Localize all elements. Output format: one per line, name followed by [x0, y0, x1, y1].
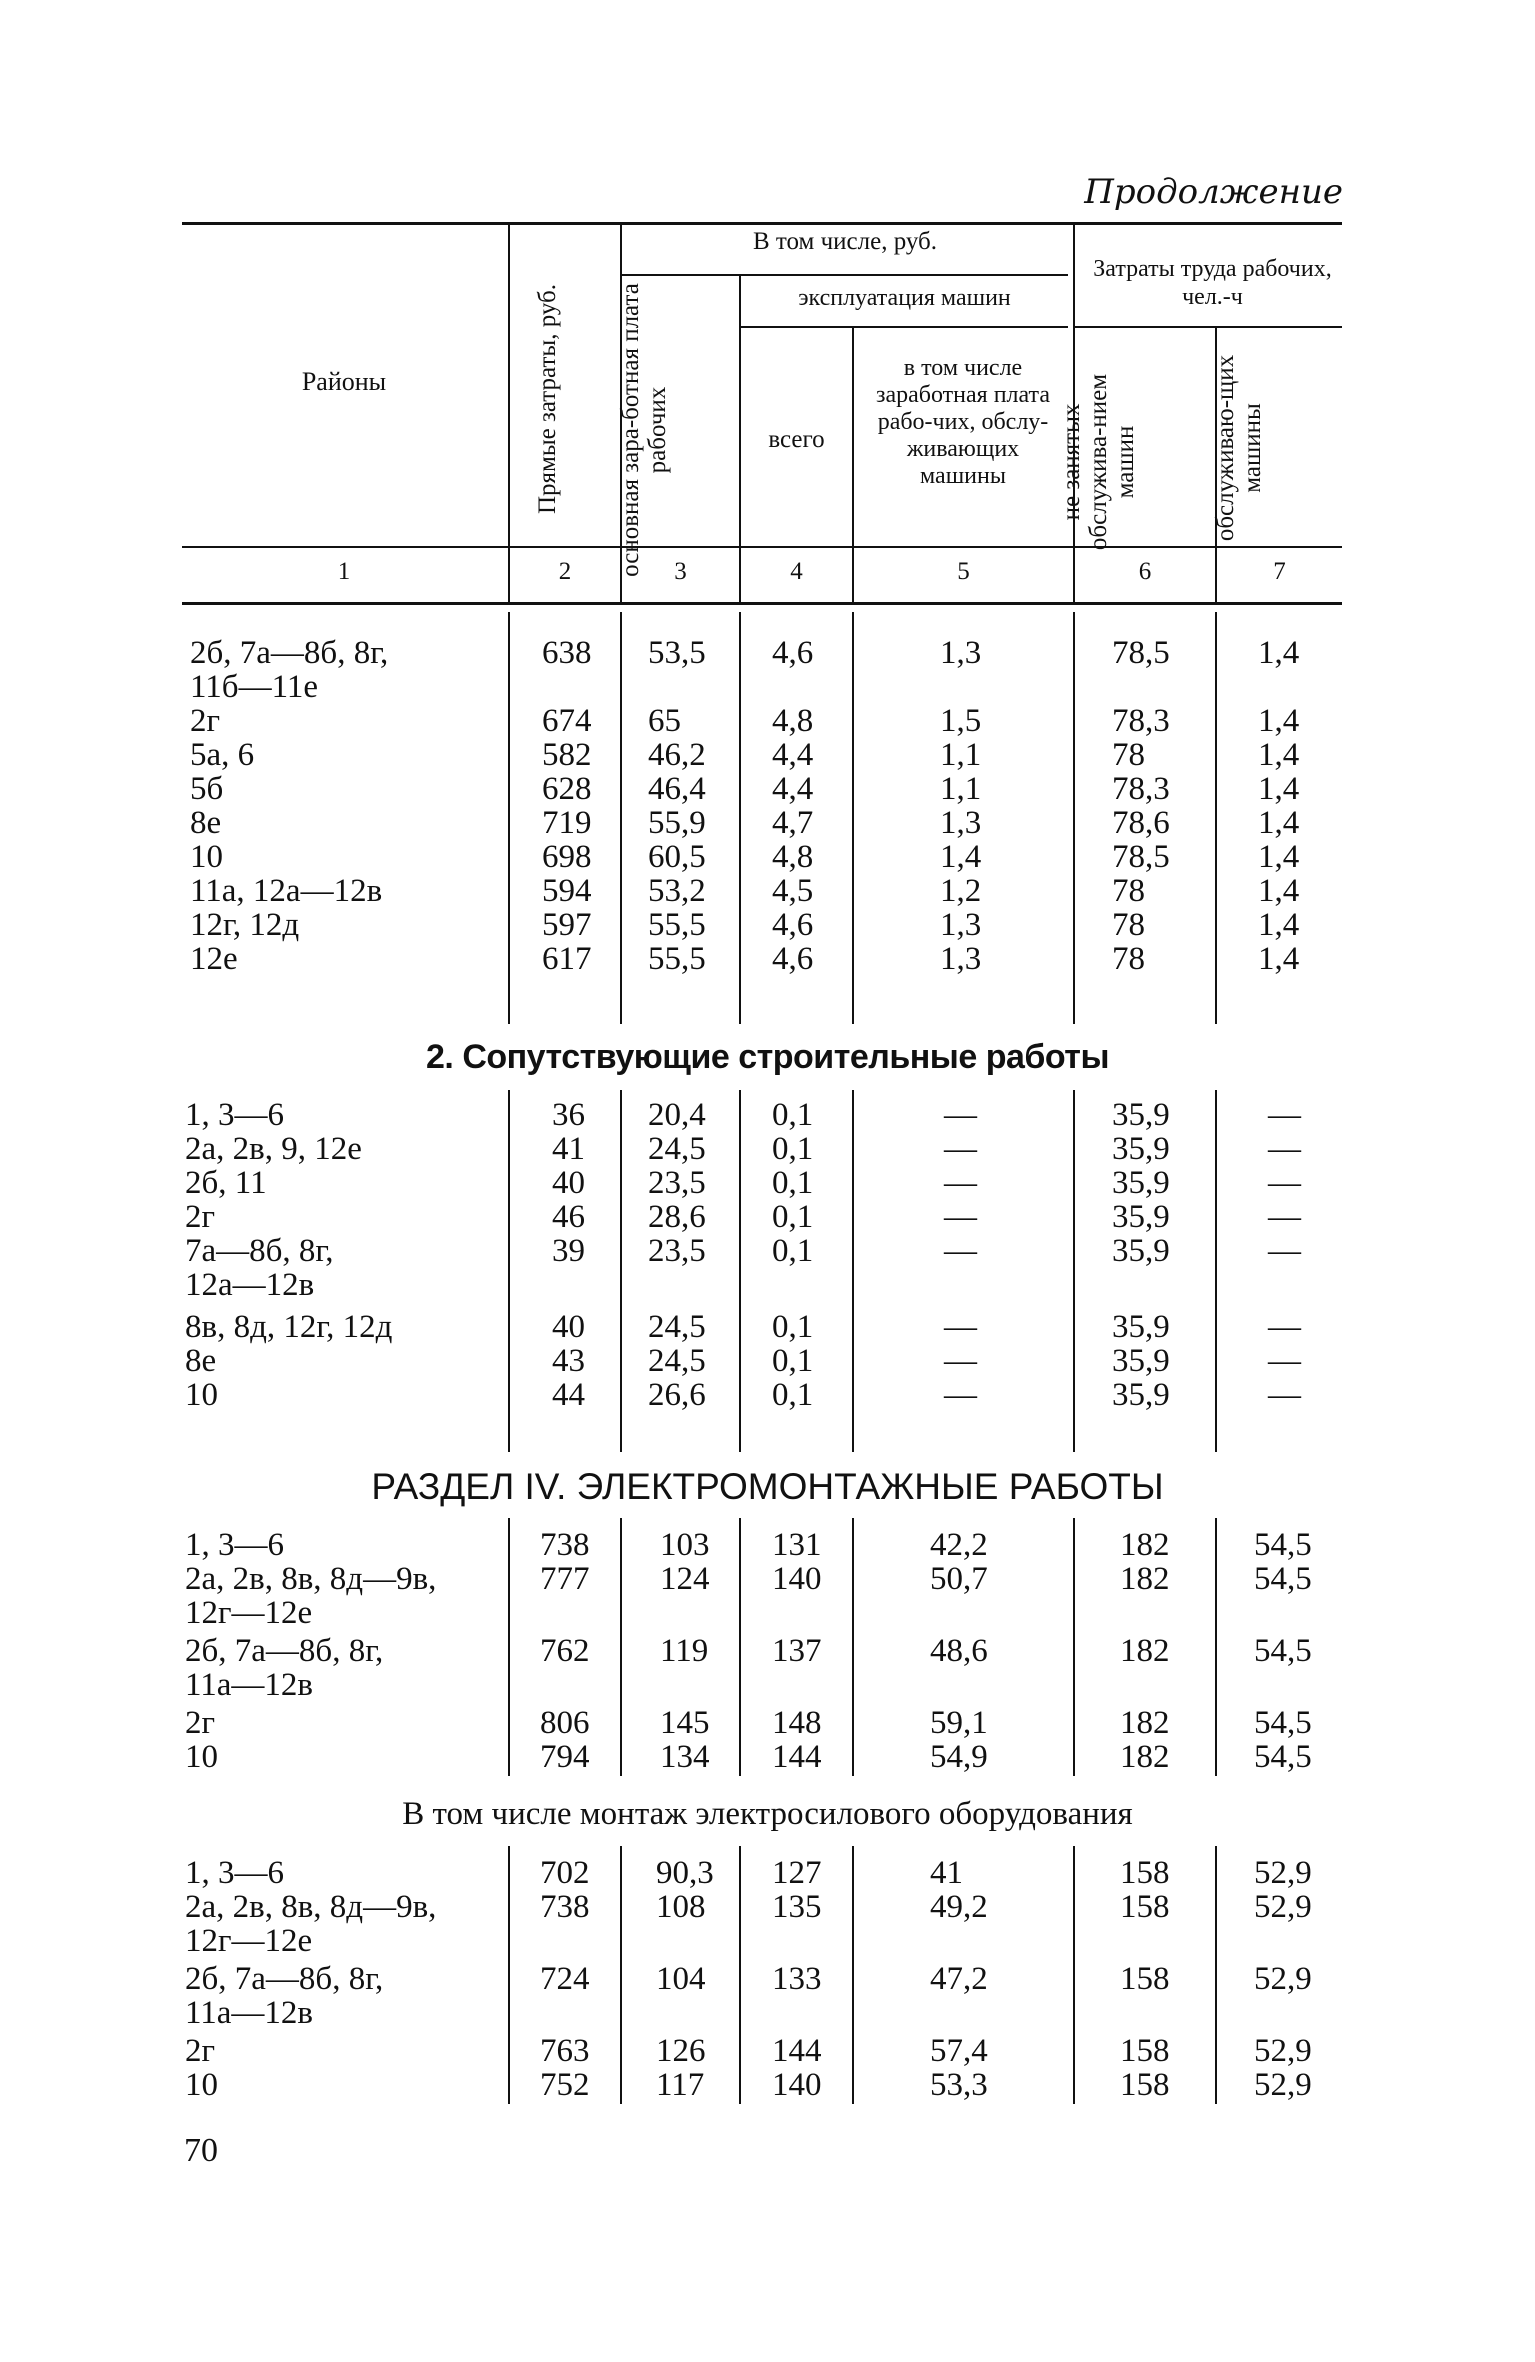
value-cell: 42,2	[930, 1527, 988, 1563]
value-cell: 134	[660, 1739, 710, 1775]
value-cell: 41	[552, 1131, 585, 1167]
value-cell: 698	[542, 839, 592, 875]
value-cell: 4,4	[772, 737, 814, 773]
value-cell: —	[944, 1097, 977, 1133]
header-rule-labor	[1075, 326, 1342, 328]
region-cell: 2б, 7а—8б, 8г,	[190, 635, 389, 671]
region-cell: 2а, 2в, 9, 12е	[185, 1131, 362, 1167]
value-cell: 1,4	[1258, 805, 1300, 841]
value-cell: 108	[656, 1889, 706, 1925]
value-cell: 182	[1120, 1633, 1170, 1669]
value-cell: 137	[772, 1633, 822, 1669]
value-cell: 0,1	[772, 1377, 814, 1413]
region-cell: 8в, 8д, 12г, 12д	[185, 1309, 393, 1345]
value-cell: 126	[656, 2033, 706, 2069]
value-cell: 54,5	[1254, 1739, 1312, 1775]
value-cell: 35,9	[1112, 1233, 1170, 1269]
value-cell: —	[1268, 1165, 1301, 1201]
value-cell: 36	[552, 1097, 585, 1133]
value-cell: 182	[1120, 1705, 1170, 1741]
region-cell-cont: 11а—12в	[185, 1995, 314, 2031]
value-cell: 78,5	[1112, 839, 1170, 875]
value-cell: 54,5	[1254, 1633, 1312, 1669]
subsection-title: В том числе монтаж электросилового оборудования	[402, 1796, 1133, 1832]
value-cell: 78,3	[1112, 703, 1170, 739]
value-cell: 117	[656, 2067, 705, 2103]
region-cell: 2б, 7а—8б, 8г,	[185, 1633, 384, 1669]
col-machine-ops-header: эксплуатация машин	[798, 285, 1011, 311]
value-cell: —	[1268, 1233, 1301, 1269]
value-cell: —	[1268, 1131, 1301, 1167]
value-cell: 55,9	[648, 805, 706, 841]
value-cell: 35,9	[1112, 1165, 1170, 1201]
value-cell: —	[944, 1343, 977, 1379]
region-cell: 7а—8б, 8г,	[185, 1233, 334, 1269]
value-cell: 617	[542, 941, 592, 977]
value-cell: 4,8	[772, 703, 814, 739]
value-cell: 26,6	[648, 1377, 706, 1413]
value-cell: 1,4	[1258, 635, 1300, 671]
col-num-2: 2	[558, 558, 572, 585]
col-not-machine-header: не занятых обслужива-нием машин	[1058, 373, 1139, 551]
region-cell-cont: 11а—12в	[185, 1667, 314, 1703]
header-rule-incl	[622, 274, 1068, 276]
region-cell: 2г	[190, 703, 221, 739]
value-cell: 124	[660, 1561, 710, 1597]
value-cell: 1,2	[940, 873, 982, 909]
value-cell: 53,2	[648, 873, 706, 909]
col-direct-costs-header: Прямые затраты, руб.	[534, 283, 561, 515]
value-cell: 158	[1120, 1855, 1170, 1891]
value-cell: 41	[930, 1855, 963, 1891]
header-rule-machines	[740, 326, 1068, 328]
value-cell: 52,9	[1254, 2067, 1312, 2103]
value-cell: 1,4	[1258, 703, 1300, 739]
value-cell: 47,2	[930, 1961, 988, 1997]
value-cell: 1,4	[1258, 873, 1300, 909]
value-cell: 52,9	[1254, 1889, 1312, 1925]
value-cell: 60,5	[648, 839, 706, 875]
value-cell: 794	[540, 1739, 590, 1775]
value-cell: 1,4	[1258, 737, 1300, 773]
value-cell: 144	[772, 2033, 822, 2069]
region-cell: 2а, 2в, 8в, 8д—9в,	[185, 1889, 437, 1925]
value-cell: 53,5	[648, 635, 706, 671]
value-cell: 763	[540, 2033, 590, 2069]
region-cell: 2г	[185, 2033, 216, 2069]
region-cell: 2а, 2в, 8в, 8д—9в,	[185, 1561, 437, 1597]
value-cell: 127	[772, 1855, 822, 1891]
value-cell: 65	[648, 703, 681, 739]
value-cell: 78,5	[1112, 635, 1170, 671]
col-incl-wage-machine-header: в том числе заработная плата рабо-чих, обслу-живающих машины	[876, 355, 1050, 489]
value-cell: 78	[1112, 941, 1145, 977]
value-cell: 135	[772, 1889, 822, 1925]
value-cell: 738	[540, 1527, 590, 1563]
region-cell: 12е	[190, 941, 238, 977]
value-cell: 1,3	[940, 805, 982, 841]
value-cell: 628	[542, 771, 592, 807]
section-title-4: РАЗДЕЛ IV. ЭЛЕКТРОМОНТАЖНЫЕ РАБОТЫ	[371, 1466, 1164, 1507]
value-cell: —	[1268, 1343, 1301, 1379]
value-cell: 148	[772, 1705, 822, 1741]
value-cell: 52,9	[1254, 1961, 1312, 1997]
value-cell: 4,5	[772, 873, 814, 909]
value-cell: 52,9	[1254, 1855, 1312, 1891]
value-cell: 1,3	[940, 941, 982, 977]
value-cell: 140	[772, 1561, 822, 1597]
value-cell: 119	[660, 1633, 709, 1669]
value-cell: 140	[772, 2067, 822, 2103]
value-cell: 40	[552, 1165, 585, 1201]
value-cell: —	[944, 1233, 977, 1269]
header-top-rule	[182, 222, 1342, 225]
value-cell: 78,3	[1112, 771, 1170, 807]
region-cell: 5а, 6	[190, 737, 255, 773]
value-cell: 4,6	[772, 941, 814, 977]
value-cell: 40	[552, 1309, 585, 1345]
col-num-3: 3	[674, 558, 687, 585]
value-cell: 158	[1120, 2033, 1170, 2069]
value-cell: 54,9	[930, 1739, 988, 1775]
value-cell: 702	[540, 1855, 590, 1891]
value-cell: 54,5	[1254, 1527, 1312, 1563]
value-cell: 0,1	[772, 1165, 814, 1201]
value-cell: 158	[1120, 1961, 1170, 1997]
value-cell: 182	[1120, 1527, 1170, 1563]
value-cell: 133	[772, 1961, 822, 1997]
value-cell: 35,9	[1112, 1199, 1170, 1235]
value-cell: 597	[542, 907, 592, 943]
value-cell: 59,1	[930, 1705, 988, 1741]
value-cell: 131	[772, 1527, 822, 1563]
value-cell: 28,6	[648, 1199, 706, 1235]
section-title-2: 2. Сопутствующие строительные работы	[426, 1038, 1109, 1076]
value-cell: 674	[542, 703, 592, 739]
region-cell: 12г, 12д	[190, 907, 300, 943]
value-cell: 4,4	[772, 771, 814, 807]
value-cell: 78	[1112, 737, 1145, 773]
value-cell: —	[1268, 1377, 1301, 1413]
value-cell: —	[1268, 1097, 1301, 1133]
value-cell: —	[944, 1309, 977, 1345]
col-num-6: 6	[1138, 558, 1152, 585]
value-cell: 1,4	[1258, 941, 1300, 977]
value-cell: 806	[540, 1705, 590, 1741]
region-cell: 2б, 7а—8б, 8г,	[185, 1961, 384, 1997]
value-cell: —	[944, 1131, 977, 1167]
col-labor-group-header: Затраты труда рабочих, чел.-ч	[1093, 256, 1332, 310]
value-cell: 4,7	[772, 805, 814, 841]
value-cell: 103	[660, 1527, 710, 1563]
value-cell: —	[1268, 1199, 1301, 1235]
value-cell: 46,2	[648, 737, 706, 773]
value-cell: 1,4	[940, 839, 982, 875]
col-base-wage-header: основная зара-ботная плата рабочих	[617, 283, 671, 577]
region-cell: 1, 3—6	[185, 1527, 284, 1563]
value-cell: 158	[1120, 2067, 1170, 2103]
value-cell: 0,1	[772, 1199, 814, 1235]
region-cell-cont: 11б—11е	[190, 669, 318, 705]
value-cell: 46,4	[648, 771, 706, 807]
region-cell: 10	[185, 1739, 218, 1775]
value-cell: 582	[542, 737, 592, 773]
value-cell: 24,5	[648, 1131, 706, 1167]
value-cell: 4,6	[772, 635, 814, 671]
value-cell: 1,1	[940, 771, 982, 807]
col-incl-group-header: В том числе, руб.	[752, 228, 938, 255]
region-cell: 8е	[185, 1343, 217, 1379]
value-cell: 4,8	[772, 839, 814, 875]
value-cell: 54,5	[1254, 1705, 1312, 1741]
region-cell: 1, 3—6	[185, 1097, 284, 1133]
value-cell: 50,7	[930, 1561, 988, 1597]
value-cell: 1,3	[940, 635, 982, 671]
value-cell: 638	[542, 635, 592, 671]
value-cell: 594	[542, 873, 592, 909]
value-cell: 24,5	[648, 1309, 706, 1345]
value-cell: 182	[1120, 1561, 1170, 1597]
value-cell: 1,4	[1258, 771, 1300, 807]
value-cell: 44	[552, 1377, 585, 1413]
value-cell: 1,1	[940, 737, 982, 773]
col-total-header: всего	[768, 426, 825, 453]
value-cell: 24,5	[648, 1343, 706, 1379]
value-cell: 78	[1112, 907, 1145, 943]
value-cell: 55,5	[648, 907, 706, 943]
value-cell: 777	[540, 1561, 590, 1597]
region-cell: 11а, 12а—12в	[190, 873, 383, 909]
page-number: 70	[184, 2132, 218, 2169]
value-cell: 0,1	[772, 1233, 814, 1269]
value-cell: 55,5	[648, 941, 706, 977]
value-cell: 0,1	[772, 1309, 814, 1345]
value-cell: 23,5	[648, 1233, 706, 1269]
value-cell: —	[944, 1377, 977, 1413]
value-cell: 48,6	[930, 1633, 988, 1669]
value-cell: 57,4	[930, 2033, 988, 2069]
region-cell: 8е	[190, 805, 222, 841]
value-cell: 0,1	[772, 1097, 814, 1133]
value-cell: 144	[772, 1739, 822, 1775]
value-cell: 752	[540, 2067, 590, 2103]
col-num-5: 5	[957, 558, 970, 585]
region-cell: 10	[190, 839, 223, 875]
region-cell-cont: 12г—12е	[185, 1595, 313, 1631]
value-cell: 39	[552, 1233, 585, 1269]
region-cell: 10	[185, 1377, 218, 1413]
col-regions-header: Районы	[301, 367, 387, 396]
region-cell: 2г	[185, 1199, 216, 1235]
value-cell: —	[944, 1165, 977, 1201]
value-cell: 90,3	[656, 1855, 714, 1891]
value-cell: 145	[660, 1705, 710, 1741]
value-cell: 43	[552, 1343, 585, 1379]
value-cell: 49,2	[930, 1889, 988, 1925]
value-cell: 158	[1120, 1889, 1170, 1925]
value-cell: 35,9	[1112, 1131, 1170, 1167]
region-cell: 2г	[185, 1705, 216, 1741]
value-cell: 78,6	[1112, 805, 1170, 841]
value-cell: 0,1	[772, 1343, 814, 1379]
value-cell: 35,9	[1112, 1097, 1170, 1133]
header-bottom-rule	[182, 546, 1342, 548]
region-cell: 1, 3—6	[185, 1855, 284, 1891]
value-cell: 0,1	[772, 1131, 814, 1167]
value-cell: 719	[542, 805, 592, 841]
value-cell: 4,6	[772, 907, 814, 943]
value-cell: 738	[540, 1889, 590, 1925]
value-cell: 78	[1112, 873, 1145, 909]
value-cell: —	[944, 1199, 977, 1235]
value-cell: 724	[540, 1961, 590, 1997]
value-cell: 104	[656, 1961, 706, 1997]
region-cell-cont: 12г—12е	[185, 1923, 313, 1959]
value-cell: 1,5	[940, 703, 982, 739]
value-cell: 182	[1120, 1739, 1170, 1775]
region-cell: 5б	[190, 771, 224, 807]
col-machine-workers-header: обслуживаю-щих машины	[1212, 354, 1266, 542]
value-cell: 1,4	[1258, 907, 1300, 943]
col-num-4: 4	[790, 558, 803, 585]
value-cell: 54,5	[1254, 1561, 1312, 1597]
value-cell: 1,3	[940, 907, 982, 943]
value-cell: 23,5	[648, 1165, 706, 1201]
region-cell: 10	[185, 2067, 218, 2103]
value-cell: 35,9	[1112, 1309, 1170, 1345]
value-cell: 1,4	[1258, 839, 1300, 875]
value-cell: 53,3	[930, 2067, 988, 2103]
continuation-label: Продолжение	[1084, 172, 1343, 212]
value-cell: 762	[540, 1633, 590, 1669]
col-num-1: 1	[337, 558, 351, 585]
region-cell: 2б, 11	[185, 1165, 267, 1201]
value-cell: 52,9	[1254, 2033, 1312, 2069]
value-cell: 46	[552, 1199, 585, 1235]
value-cell: 20,4	[648, 1097, 706, 1133]
value-cell: 35,9	[1112, 1343, 1170, 1379]
col-num-7: 7	[1273, 558, 1286, 585]
region-cell-cont: 12а—12в	[185, 1267, 315, 1303]
value-cell: —	[1268, 1309, 1301, 1345]
value-cell: 35,9	[1112, 1377, 1170, 1413]
numbers-bottom-rule	[182, 602, 1342, 605]
